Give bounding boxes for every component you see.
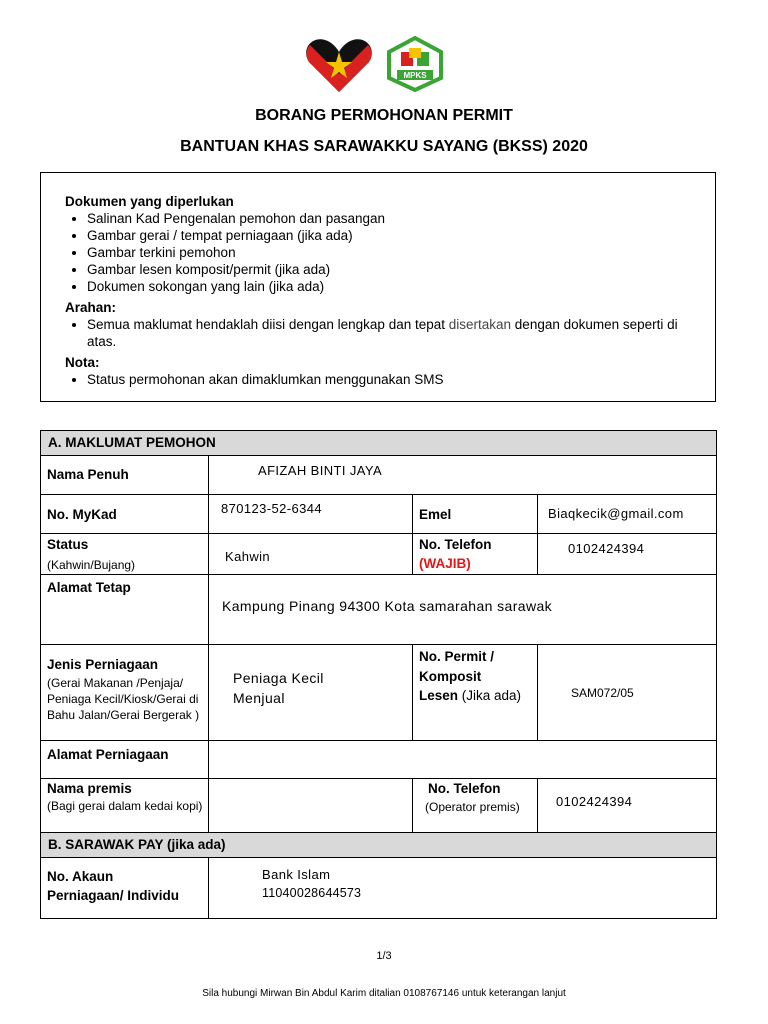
permit-label-1: No. Permit / xyxy=(419,649,495,664)
premis-sub: (Bagi gerai dalam kedai kopi) xyxy=(47,799,203,813)
akaun-label-1: No. Akaun xyxy=(47,869,114,884)
emel-label: Emel xyxy=(419,507,452,522)
jenis-sub: (Gerai Makanan /Penjaja/ Peniaga Kecil/Kiosk/Gerai di Bahu Jalan/Gerai Bergerak ) xyxy=(47,676,200,722)
section-a-header: A. MAKLUMAT PEMOHON xyxy=(41,431,716,455)
jenis-label: Jenis Perniagaan xyxy=(47,657,159,672)
instructions-box xyxy=(40,172,716,402)
mykad-label: No. MyKad xyxy=(47,507,117,522)
telefon-wajib: (WAJIB) xyxy=(419,556,471,571)
status-label: Status xyxy=(47,537,89,552)
akaun-value[interactable]: 11040028644573 xyxy=(262,886,362,900)
alamat-perniagaan-label: Alamat Perniagaan xyxy=(47,747,169,762)
permit-label-3: Lesen (Jika ada) xyxy=(419,688,522,703)
list-item: • Salinan Kad Pengenalan pemohon dan pasangan xyxy=(87,210,691,227)
docs-heading: Dokumen yang diperlukan xyxy=(65,194,234,209)
arahan-list xyxy=(65,316,691,350)
telefon-value[interactable]: 0102424394 xyxy=(568,541,645,556)
premis-tel-sub: (Operator premis) xyxy=(425,800,520,814)
premis-tel-value[interactable]: 0102424394 xyxy=(556,794,633,809)
premis-tel-label: No. Telefon xyxy=(428,781,501,796)
nama-value[interactable]: AFIZAH BINTI JAYA xyxy=(258,463,383,478)
mpks-logo xyxy=(385,36,445,92)
footer-contact: Sila hubungi Mirwan Bin Abdul Karim ditalian 0108767146 untuk keterangan lanjut xyxy=(202,988,566,999)
alamat-label: Alamat Tetap xyxy=(47,580,131,595)
list-item: • Status permohonan akan dimaklumkan menggunakan SMS xyxy=(87,371,691,388)
akaun-label-2: Perniagaan/ Individu xyxy=(47,888,180,903)
status-value[interactable]: Kahwin xyxy=(225,549,271,564)
mykad-value[interactable]: 870123-52-6344 xyxy=(221,501,323,516)
list-item: • Gambar gerai / tempat perniagaan (jika ada) xyxy=(87,227,691,244)
form-title: BORANG PERMOHONAN PERMIT xyxy=(255,107,513,124)
bank-value[interactable]: Bank Islam xyxy=(262,867,331,882)
nama-label: Nama Penuh xyxy=(47,467,129,482)
list-item: • Semua maklumat hendaklah diisi dengan lengkap dan tepat disertakan dengan dokumen seperti di atas. xyxy=(87,316,691,350)
premis-label: Nama premis xyxy=(47,781,132,796)
svg-text:MPKS: MPKS xyxy=(403,71,427,80)
form-subtitle: BANTUAN KHAS SARAWAKKU SAYANG (BKSS) 2020 xyxy=(180,138,588,155)
list-item: • Gambar terkini pemohon xyxy=(87,244,691,261)
permit-value[interactable]: SAM072/05 xyxy=(571,686,634,700)
status-sub: (Kahwin/Bujang) xyxy=(47,558,136,572)
arahan-heading: Arahan: xyxy=(65,300,117,315)
docs-list xyxy=(65,210,691,295)
jenis-value-2[interactable]: Menjual xyxy=(233,690,285,706)
permit-label-2: Komposit xyxy=(419,669,482,684)
telefon-label: No. Telefon xyxy=(419,537,492,552)
emel-value[interactable]: Biaqkecik@gmail.com xyxy=(548,506,684,521)
page-number: 1/3 xyxy=(376,950,392,962)
nota-list xyxy=(65,371,691,388)
list-item: • Gambar lesen komposit/permit (jika ada) xyxy=(87,261,691,278)
list-item: • Dokumen sokongan yang lain (jika ada) xyxy=(87,278,691,295)
jenis-value-1[interactable]: Peniaga Kecil xyxy=(233,670,324,686)
section-b-header: B. SARAWAK PAY (jika ada) xyxy=(41,833,716,857)
alamat-value[interactable]: Kampung Pinang 94300 Kota samarahan sarawak xyxy=(222,598,553,614)
nota-heading: Nota: xyxy=(65,355,100,370)
